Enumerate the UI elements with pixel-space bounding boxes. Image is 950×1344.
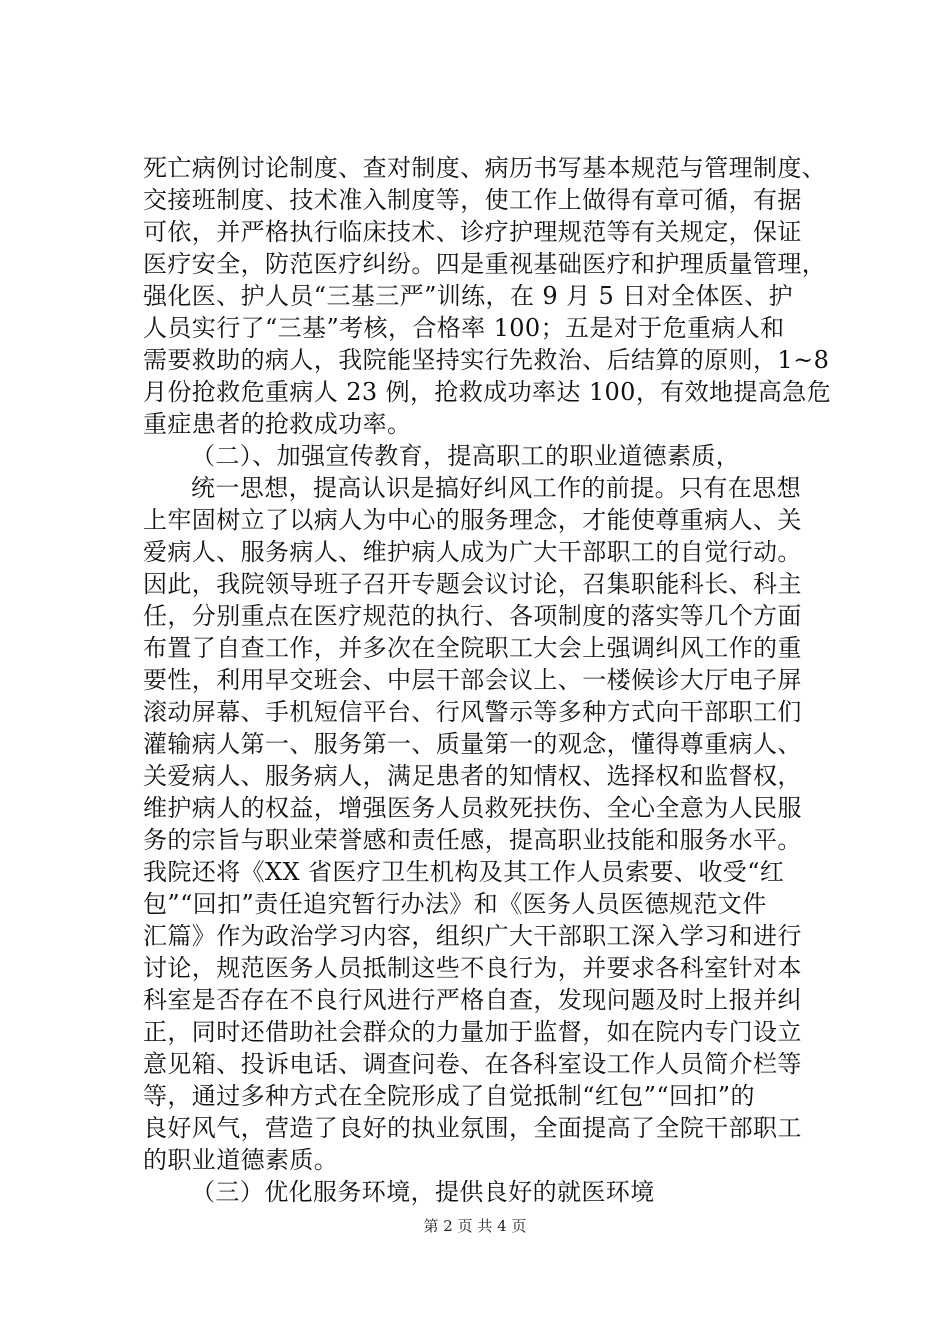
section-heading: （二）、加强宣传教育，提高职工的职业道德素质，	[191, 442, 741, 470]
text-line: 人员实行了“三基”考核，合格率 100；五是对于危重病人和	[143, 314, 785, 342]
text-line: 正，同时还借助社会群众的力量加于监督，如在院内专门设立	[143, 1018, 802, 1046]
text-line: 我院还将《XX 省医疗卫生机构及其工作人员索要、收受“红	[143, 858, 785, 886]
text-line: 死亡病例讨论制度、查对制度、病历书写基本规范与管理制度、	[143, 154, 827, 182]
text-line: 可依，并严格执行临床技术、诊疗护理规范等有关规定，保证	[143, 218, 802, 246]
text-line: 需要救助的病人，我院能坚持实行先救治、后结算的原则，1~8	[143, 346, 830, 374]
text-line: 医疗安全，防范医疗纠纷。四是重视基础医疗和护理质量管理，	[143, 250, 827, 278]
section-heading: （三）优化服务环境，提供良好的就医环境	[191, 1178, 655, 1206]
text-line: 的职业道德素质。	[143, 1146, 339, 1174]
text-line: 滚动屏幕、手机短信平台、行风警示等多种方式向干部职工们	[143, 698, 802, 726]
text-line: 统一思想，提高认识是搞好纠风工作的前提。只有在思想	[191, 474, 801, 502]
text-line: 包”“回扣”责任追究暂行办法》和《医务人员医德规范文件	[143, 890, 767, 918]
text-line: 上牢固树立了以病人为中心的服务理念，才能使尊重病人、关	[143, 506, 802, 534]
text-line: 意见箱、投诉电话、调查问卷、在各科室设工作人员简介栏等	[143, 1050, 802, 1078]
text-line: 要性，利用早交班会、中层干部会议上、一楼候诊大厅电子屏	[143, 666, 802, 694]
text-line: 重症患者的抢救成功率。	[143, 410, 412, 438]
page-number-footer: 第 2 页 共 4 页	[423, 1217, 527, 1235]
text-line: 月份抢救危重病人 23 例，抢救成功率达 100，有效地提高急危	[143, 378, 832, 406]
text-line: 良好风气，营造了良好的执业氛围，全面提高了全院干部职工	[143, 1114, 802, 1142]
text-line: 维护病人的权益，增强医务人员救死扶伤、全心全意为人民服	[143, 794, 802, 822]
text-line: 任，分别重点在医疗规范的执行、各项制度的落实等几个方面	[143, 602, 802, 630]
text-line: 交接班制度、技术准入制度等，使工作上做得有章可循，有据	[143, 186, 802, 214]
text-line: 布置了自查工作，并多次在全院职工大会上强调纠风工作的重	[143, 634, 802, 662]
text-line: 爱病人、服务病人、维护病人成为广大干部职工的自觉行动。	[143, 538, 802, 566]
document-body	[143, 152, 832, 1208]
text-line: 灌输病人第一、服务第一、质量第一的观念，懂得尊重病人、	[143, 730, 802, 758]
text-line: 因此，我院领导班子召开专题会议讨论，召集职能科长、科主	[143, 570, 802, 598]
text-line: 讨论，规范医务人员抵制这些不良行为，并要求各科室针对本	[143, 954, 802, 982]
text-line: 汇篇》作为政治学习内容，组织广大干部职工深入学习和进行	[143, 922, 802, 950]
text-line: 关爱病人、服务病人，满足患者的知情权、选择权和监督权，	[143, 762, 802, 790]
text-line: 等，通过多种方式在全院形成了自觉抵制“红包”“回扣”的	[143, 1082, 755, 1110]
text-line: 强化医、护人员“三基三严”训练，在 9 月 5 日对全体医、护	[143, 282, 793, 310]
text-line: 科室是否存在不良行风进行严格自查，发现问题及时上报并纠	[143, 986, 802, 1014]
text-line: 务的宗旨与职业荣誉感和责任感，提高职业技能和服务水平。	[143, 826, 802, 854]
